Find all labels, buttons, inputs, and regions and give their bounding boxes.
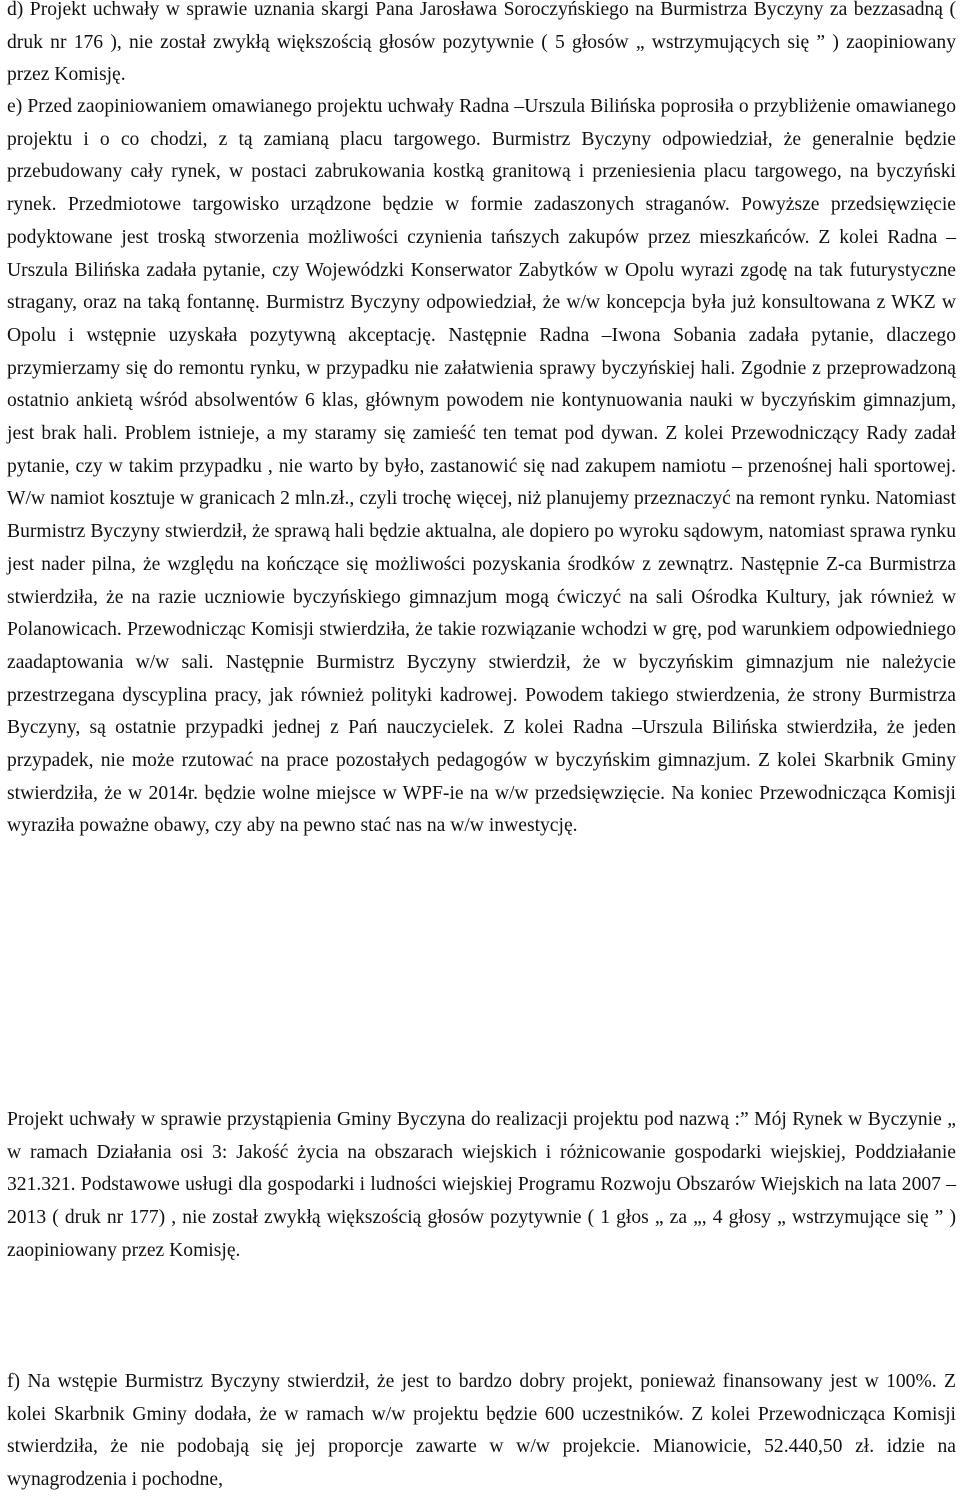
paragraph-f: f) Na wstępie Burmistrz Byczyny stwierdził, że jest to bardzo dobry projekt, ponieważ finansowany jest w 100%. Z kolei Skarbnik Gminy dodała, że w ramach w/w projektu będzie 600 uczestników. Z kolei Przewodnicząca Komisji stwierdziła, że nie podobają się jej proporcje zawarte w w/w projekcie. Mianowicie, 52.440,50 zł. idzie na wynagrodzenia i pochodne, (7, 1371, 956, 1491)
paragraph-d: d) Projekt uchwały w sprawie uznania skargi Pana Jarosława Soroczyńskiego na Burmistrza Byczyny za bezzasadną ( druk nr 176 ), nie został zwykłą większością głosów pozytywnie ( 5 głosów „ wstrzymujących się ” ) zaopiniowany przez Komisję. (7, 0, 956, 86)
paragraph-projekt-uchwaly: Projekt uchwały w sprawie przystąpienia Gminy Byczyna do realizacji projektu pod nazwą :” Mój Rynek w Byczynie „ w ramach Działania osi 3: Jakość życia na obszarach wiejskich i różnicowanie gospodarki wiejskiej, Poddziałanie 321.321. Podstawowe usługi dla gospodarki i ludności wiejskiej Programu Rozwoju Obszarów Wiejskich na lata 2007 – 2013 ( druk nr 177) , nie został zwykłą większością głosów pozytywnie ( 1 głos „ za „, 4 głosy „ wstrzymujące się ” ) zaopiniowany przez Komisję. (7, 1109, 956, 1261)
paragraph-e: e) Przed zaopiniowaniem omawianego projektu uchwały Radna –Urszula Bilińska poprosiła o przybliżenie omawianego projektu i o co chodzi, z tą zamianą placu targowego. Burmistrz Byczyny odpowiedział, że generalnie będzie przebudowany cały rynek, w postaci zabrukowania kostką granitową i przeniesienia placu targowego, na byczyński rynek. Przedmiotowe targowisko urządzone będzie w formie zadaszonych straganów. Powyższe przedsięwzięcie podyktowane jest troską stworzenia możliwości czynienia tańszych zakupów przez mieszkańców. Z kolei Radna –Urszula Bilińska zadała pytanie, czy Wojewódzki Konserwator Zabytków w Opolu wyrazi zgodę na tak futurystyczne stragany, oraz na taką fontannę. Burmistrz Byczyny odpowiedział, że w/w koncepcja była już konsultowana z WKZ w Opolu i wstępnie uzyskała pozytywną akceptację. Następnie Radna –Iwona Sobania zadała pytanie, dlaczego przymierzamy się do remontu rynku, w przypadku nie załatwienia sprawy byczyńskiej hali. Zgodnie z przeprowadzoną ostatnio ankietą wśród absolwentów 6 klas, głównym powodem nie kontynuowania nauki w byczyńskim gimnazjum, jest brak hali. Problem istnieje, a my staramy się zamieść ten temat pod dywan. Z kolei Przewodniczący Rady zadał pytanie, czy w takim przypadku , nie warto by było, zastanowić się nad zakupem namiotu – przenośnej hali sportowej. W/w namiot kosztuje w granicach 2 mln.zł., czyli trochę więcej, niż planujemy przeznaczyć na remont rynku. Natomiast Burmistrz Byczyny stwierdził, że sprawą hali będzie aktualna, ale dopiero po wyroku sądowym, natomiast sprawa rynku jest nader pilna, że względu na kończące się możliwości pozyskania środków z zewnątrz. Następnie Z-ca Burmistrza stwierdziła, że na razie uczniowie byczyńskiego gimnazjum mogą ćwiczyć na sali Ośrodka Kultury, jak również w Polanowicach. Przewodnicząc Komisji stwierdziła, że takie rozwiązanie wchodzi w grę, pod warunkiem odpowiedniego zaadaptowania w/w sali. Następnie Burmistrz Byczyny stwierdził, że w byczyńskim gimnazjum nie należycie przestrzegana dyscyplina pracy, jak również polityki kadrowej. Powodem takiego stwierdzenia, że strony Burmistrza Byczyny, są ostatnie przypadki jednej z Pań nauczycielek. Z kolei Radna –Urszula Bilińska stwierdziła, że jeden przypadek, nie może rzutować na prace pozostałych pedagogów w byczyńskim gimnazjum. Z kolei Skarbnik Gminy stwierdziła, że w 2014r. będzie wolne miejsce w WPF-ie na w/w przedsięwzięcie. Na koniec Przewodnicząca Komisji wyraziła poważne obawy, czy aby na pewno stać nas na w/w inwestycję. (7, 96, 956, 837)
